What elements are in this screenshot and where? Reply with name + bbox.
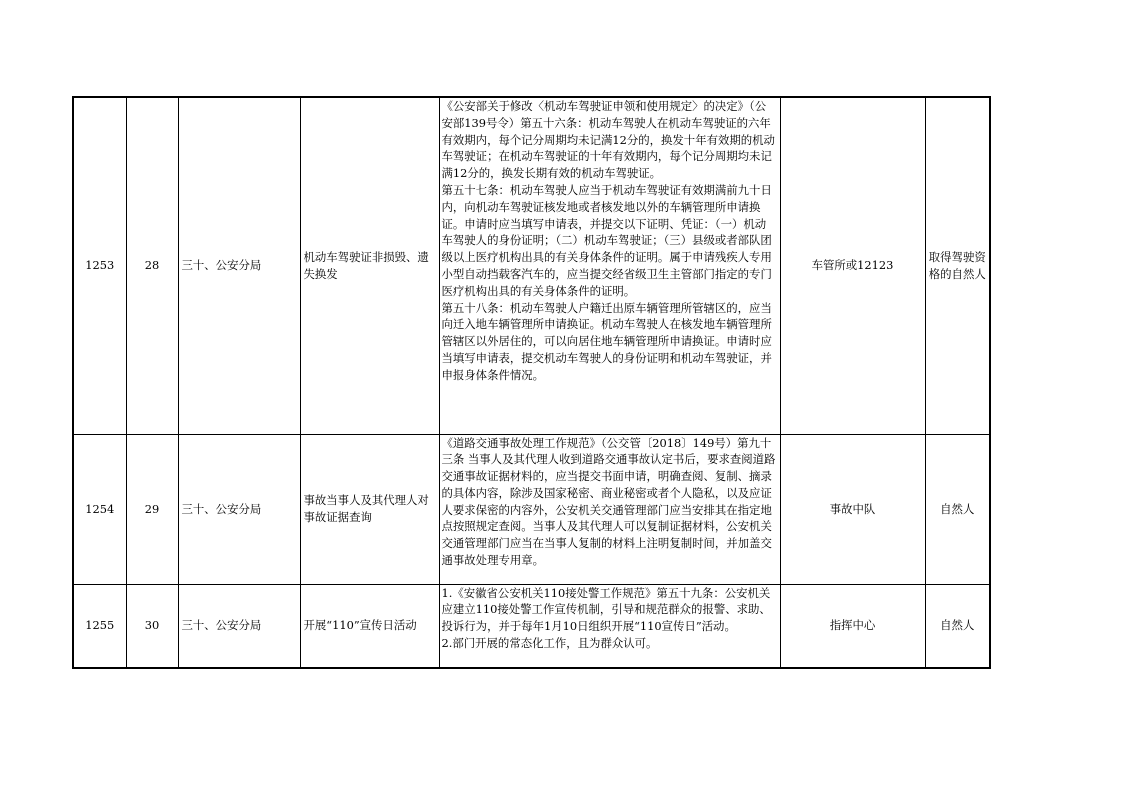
serial-number-cell: 1254 bbox=[73, 434, 126, 584]
sub-number-cell: 30 bbox=[126, 584, 178, 668]
sub-number-cell: 28 bbox=[126, 97, 178, 434]
service-items-table bbox=[72, 96, 991, 669]
item-name-cell: 开展“110”宣传日活动 bbox=[300, 584, 439, 668]
basis-paragraph: 第五十八条：机动车驾驶人户籍迁出原车辆管理所管辖区的，应当向迁入地车辆管理所申请换证。机动车驾驶人在核发地车辆管理所管辖区以外居住的，可以向居住地车辆管理所申请换证。申请时应当填写申请表，提交机动车驾驶人的身份证明和机动车驾驶证，并申报身体条件情况。 bbox=[441, 300, 772, 382]
department-cell: 三十、公安分局 bbox=[178, 434, 300, 584]
basis-paragraph: 2.部门开展的常态化工作，且为群众认可。 bbox=[441, 635, 658, 650]
table-row bbox=[73, 434, 990, 584]
sub-number-cell: 29 bbox=[126, 434, 178, 584]
item-name-cell: 事故当事人及其代理人对事故证据查询 bbox=[300, 434, 439, 584]
handling-unit-cell: 指挥中心 bbox=[780, 584, 925, 668]
department-cell: 三十、公安分局 bbox=[178, 97, 300, 434]
item-name-cell: 机动车驾驶证非损毁、遗失换发 bbox=[300, 97, 439, 434]
service-target-cell: 取得驾驶资格的自然人 bbox=[925, 97, 990, 434]
basis-paragraph: 《道路交通事故处理工作规范》（公交管〔2018〕149号）第九十三条 当事人及其代理人收到道路交通事故认定书后，要求查阅道路交通事故证据材料的，应当提交书面申请，明确查阅、复制、摘录的具体内容，除涉及国家秘密、商业秘密或者个人隐私，以及应证人要求保密的内容外，公安机关交通管理部门应当安排其在指定地点按照规定查阅。当事人及其代理人可以复制证据材料，公安机关交通管理部门应当在当事人复制的材料上注明复制时间，并加盖交通事故处理专用章。 bbox=[441, 435, 776, 568]
serial-number-cell: 1253 bbox=[73, 97, 126, 434]
handling-unit-cell: 车管所或12123 bbox=[780, 97, 925, 434]
handling-unit-cell: 事故中队 bbox=[780, 434, 925, 584]
table-row bbox=[73, 97, 990, 434]
table-row bbox=[73, 584, 990, 668]
legal-basis-cell bbox=[439, 434, 780, 584]
legal-basis-cell bbox=[439, 97, 780, 434]
service-target-cell: 自然人 bbox=[925, 584, 990, 668]
basis-paragraph: 1.《安徽省公安机关110接处警工作规范》第五十九条：公安机关应建立110接处警工作宣传机制，引导和规范群众的报警、求助、投诉行为，并于每年1月10日组织开展“110宣传日”活动。 bbox=[441, 585, 771, 634]
department-cell: 三十、公安分局 bbox=[178, 584, 300, 668]
basis-paragraph: 第五十七条：机动车驾驶人应当于机动车驾驶证有效期满前九十日内，向机动车驾驶证核发地或者核发地以外的车辆管理所申请换证。申请时应当填写申请表，并提交以下证明、凭证：（一）机动车驾驶人的身份证明；（二）机动车驾驶证；（三）县级或者部队团级以上医疗机构出具的有关身体条件的证明。属于申请残疾人专用小型自动挡载客汽车的，应当提交经省级卫生主管部门指定的专门医疗机构出具的有关身体条件的证明。 bbox=[441, 182, 772, 298]
legal-basis-cell bbox=[439, 584, 780, 668]
service-target-cell: 自然人 bbox=[925, 434, 990, 584]
basis-paragraph: 《公安部关于修改〈机动车驾驶证申领和使用规定〉的决定》（公安部139号令）第五十六条：机动车驾驶人在机动车驾驶证的六年有效期内，每个记分周期均未记满12分的，换发十年有效期的机动车驾驶证；在机动车驾驶证的十年有效期内，每个记分周期均未记满12分的，换发长期有效的机动车驾驶证。 bbox=[441, 99, 775, 181]
serial-number-cell: 1255 bbox=[73, 584, 126, 668]
